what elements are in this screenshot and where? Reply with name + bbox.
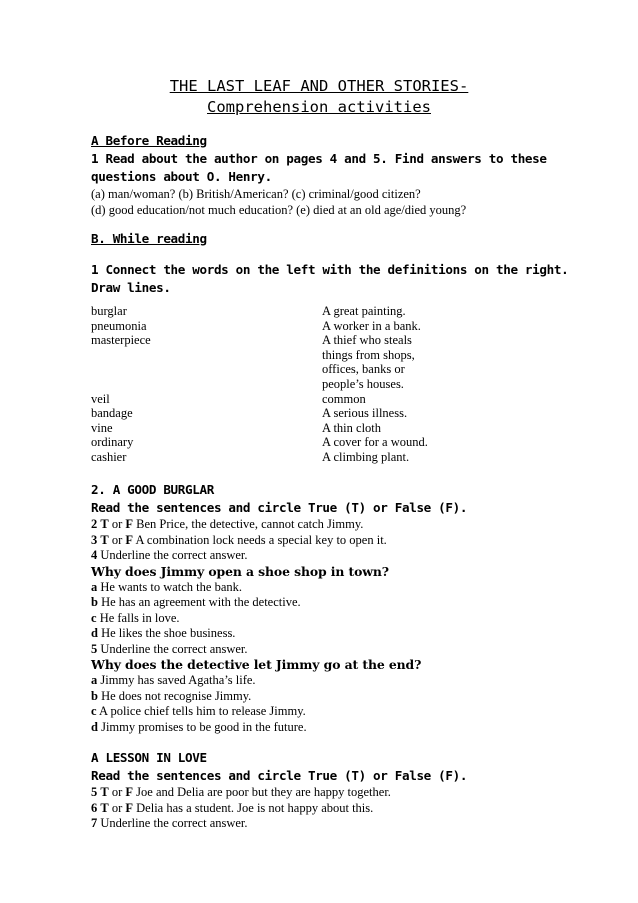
or-text: or (108, 517, 126, 531)
definition-item: people’s houses. (322, 376, 404, 391)
false-option[interactable]: F (125, 532, 134, 547)
before-reading-instruction-1: 1 Read about the author on pages 4 and 5. Find answers to these (91, 151, 547, 166)
true-option[interactable]: T (100, 800, 109, 815)
option-letter: a (91, 673, 98, 687)
option-text: A police chief tells him to release Jimmy. (96, 704, 306, 718)
statement-text: A combination lock needs a special key to open it. (133, 532, 387, 547)
option-text: He does not recognise Jimmy. (97, 688, 252, 703)
instruction-text: Underline the correct answer. (97, 548, 248, 562)
option-letter: a (91, 579, 98, 594)
underline-instruction (91, 642, 561, 658)
question-heading: Why does Jimmy open a shoe shop in town? (91, 563, 389, 579)
lesson-in-love-heading: A LESSON IN LOVE (91, 750, 207, 765)
option-text: He likes the shoe business. (97, 626, 236, 640)
false-option[interactable]: F (125, 517, 134, 531)
definition-item: A great painting. (322, 304, 406, 318)
statement-text: Ben Price, the detective, cannot catch Jimmy. (133, 517, 364, 531)
false-option[interactable]: F (125, 785, 134, 799)
word-item: bandage (91, 406, 133, 421)
matching-exercise (91, 304, 561, 469)
or-text: or (108, 532, 126, 547)
item-number: 5 (91, 641, 98, 656)
true-false-item (91, 517, 561, 533)
definition-item: A thief who steals (322, 333, 412, 348)
option-letter: d (91, 719, 98, 734)
answer-option[interactable] (91, 673, 561, 689)
definition-item: offices, banks or (322, 362, 405, 377)
before-reading-heading: A Before Reading (91, 133, 207, 148)
before-reading-instruction-2: questions about O. Henry. (91, 169, 272, 184)
underline-instruction (91, 816, 561, 832)
word-item: veil (91, 391, 110, 406)
or-text: or (108, 800, 126, 815)
definition-item: A climbing plant. (322, 449, 410, 464)
while-reading-instruction-2: Draw lines. (91, 280, 171, 295)
word-item: cashier (91, 449, 127, 464)
option-text: He wants to watch the bank. (97, 579, 243, 594)
item-number: 4 (91, 548, 98, 562)
option-letter: d (91, 626, 98, 640)
word-item: ordinary (91, 435, 134, 450)
answer-option[interactable] (91, 611, 561, 627)
word-item (91, 348, 151, 363)
option-letter: c (91, 704, 97, 718)
statement-text: Delia has a student. Joe is not happy about this. (133, 800, 374, 815)
true-false-item (91, 785, 561, 801)
answer-option[interactable] (91, 595, 561, 611)
option-letter: c (91, 610, 97, 625)
while-reading-heading: B. While reading (91, 231, 207, 246)
option-letter: b (91, 595, 98, 609)
option-text: Jimmy has saved Agatha’s life. (97, 673, 256, 687)
answer-option[interactable] (91, 689, 561, 705)
question-heading: Why does the detective let Jimmy go at the end? (91, 657, 422, 672)
true-option[interactable]: T (100, 517, 109, 531)
definition-item: A cover for a wound. (322, 435, 428, 450)
before-reading-questions-2: (d) good education/not much education? (e) died at an old age/died young? (91, 202, 467, 217)
answer-option[interactable] (91, 626, 561, 642)
definition-item: common (322, 391, 366, 406)
instruction-text: Underline the correct answer. (97, 641, 248, 656)
word-item: vine (91, 420, 113, 435)
word-item: masterpiece (91, 333, 151, 348)
title-line-1: THE LAST LEAF AND OTHER STORIES- (169, 77, 469, 95)
title-line-2: Comprehension activities (207, 98, 431, 116)
false-option[interactable]: F (125, 800, 134, 815)
word-item (91, 377, 151, 392)
item-number: 5 (91, 785, 98, 799)
good-burglar-instruction: Read the sentences and circle True (T) or False (F). (91, 500, 468, 515)
answer-option[interactable] (91, 704, 561, 720)
or-text: or (108, 785, 126, 799)
item-number: 2 (91, 517, 98, 531)
option-text: He has an agreement with the detective. (97, 595, 301, 609)
definition-item: things from shops, (322, 347, 415, 362)
item-number: 7 (91, 816, 98, 830)
answer-option[interactable] (91, 720, 561, 736)
page-title (0, 76, 638, 118)
option-text: Jimmy promises to be good in the future. (97, 719, 307, 734)
answer-option[interactable] (91, 580, 561, 596)
word-item (91, 362, 151, 377)
definition-column (322, 304, 428, 465)
true-option[interactable]: T (100, 532, 109, 547)
true-false-item (91, 801, 561, 817)
document-body (91, 132, 569, 832)
item-number: 6 (91, 800, 98, 815)
word-column (91, 304, 151, 465)
before-reading-questions-1: (a) man/woman? (b) British/American? (c) criminal/good citizen? (91, 187, 421, 201)
true-option[interactable]: T (100, 785, 109, 799)
option-text: He falls in love. (96, 610, 180, 625)
definition-item: A worker in a bank. (322, 318, 421, 333)
item-number: 3 (91, 532, 98, 547)
while-reading-instruction-1: 1 Connect the words on the left with the definitions on the right. (91, 262, 569, 277)
underline-instruction (91, 548, 561, 564)
good-burglar-heading: 2. A GOOD BURGLAR (91, 482, 214, 497)
lesson-in-love-instruction: Read the sentences and circle True (T) or False (F). (91, 768, 468, 783)
statement-text: Joe and Delia are poor but they are happy together. (133, 785, 391, 799)
option-letter: b (91, 688, 98, 703)
definition-item: A thin cloth (322, 420, 382, 435)
instruction-text: Underline the correct answer. (97, 816, 248, 830)
word-item: burglar (91, 304, 127, 318)
word-item: pneumonia (91, 318, 147, 333)
definition-item: A serious illness. (322, 406, 408, 421)
true-false-item (91, 533, 561, 549)
